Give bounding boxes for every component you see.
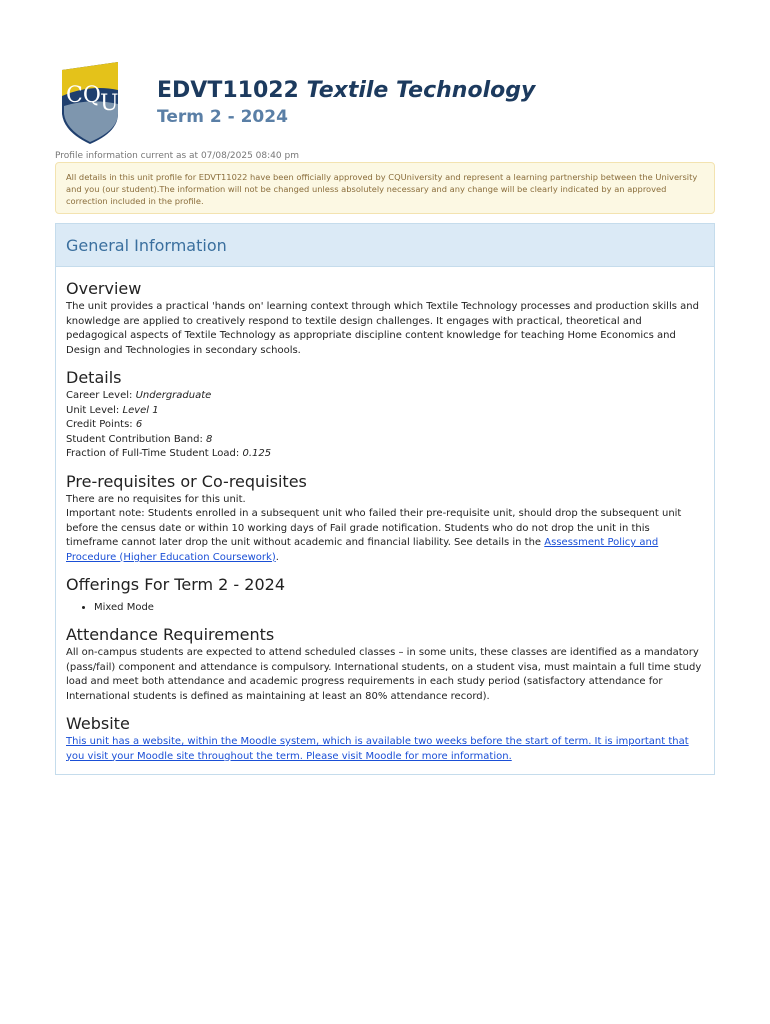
- detail-unit-level: Unit Level: Level 1: [66, 404, 159, 416]
- svg-text:CQ: CQ: [66, 83, 101, 108]
- offerings-list: [94, 601, 704, 615]
- details-heading: Details: [66, 368, 122, 387]
- prerequisites-section: [66, 472, 704, 566]
- overview-text: The unit provides a practical 'hands on' learning context through which Textile Technology processes and production skills and knowledge are applied to creatively respond to textile design challenges. It engages with practical, theoretical and pedagogical aspects of Textile Technology as appropriate discipline content knowledge for teaching Home Economics and Design and Technologies in secondary schools.: [66, 301, 699, 356]
- attendance-heading: Attendance Requirements: [66, 625, 275, 644]
- unit-title: [157, 78, 535, 103]
- offerings-section: [66, 575, 704, 615]
- panel-heading: General Information: [56, 224, 714, 267]
- prerequisites-note: Important note: Students enrolled in a subsequent unit who failed their pre-requisite unit, should drop the subsequent unit before the census date or within 10 working days of Fail grade notification. Students who do not drop the unit in this timeframe cannot later drop the unit without academic and financial liability. See details in the Assessment Policy and Procedure (Higher Education Coursework).: [66, 508, 682, 563]
- prerequisites-heading: Pre-requisites or Co-requisites: [66, 471, 307, 491]
- page-header: [55, 62, 715, 146]
- general-information-panel: [55, 223, 715, 775]
- assessment-policy-link[interactable]: Assessment Policy and Procedure (Higher Education Coursework): [66, 537, 659, 563]
- overview-section: [66, 279, 704, 358]
- unit-code: EDVT11022: [157, 78, 299, 103]
- detail-credit-points: Credit Points: 6: [66, 419, 143, 430]
- website-heading: Website: [66, 714, 130, 733]
- offerings-heading: Offerings For Term 2 - 2024: [66, 575, 285, 594]
- details-section: [66, 368, 704, 462]
- prerequisites-none: There are no requisites for this unit.: [66, 493, 246, 505]
- profile-current-timestamp: Profile information current as at 07/08/2025 08:40 pm: [55, 151, 299, 161]
- moodle-website-link[interactable]: This unit has a website, within the Moodle system, which is available two weeks before the start of term. It is important that you visit your Moodle site throughout the term. Please visit Moodle for more information.: [66, 736, 689, 762]
- unit-name: Textile Technology: [306, 78, 536, 103]
- cqu-logo: [60, 62, 122, 144]
- svg-text:U: U: [100, 91, 119, 116]
- approval-notice: All details in this unit profile for EDVT11022 have been officially approved by CQUniversity and represent a learning partnership between the University and you (our student).The information will not be changed unless absolutely necessary and any change will be clearly indicated by an approved correction included in the profile.: [55, 162, 715, 214]
- website-section: [66, 714, 704, 764]
- detail-contribution-band: Student Contribution Band: 8: [66, 433, 213, 445]
- detail-career-level: Career Level: Undergraduate: [66, 390, 212, 401]
- attendance-text: All on-campus students are expected to attend scheduled classes – in some units, these classes are identified as a mandatory (pass/fail) component and attendance is compulsory. International students, on a student visa, must maintain a full time study load and meet both attendance and academic progress requirements in each study period (satisfactory attendance for International students is defined as maintaining at least an 80% attendance record).: [66, 647, 702, 702]
- overview-heading: Overview: [66, 279, 142, 298]
- attendance-section: [66, 625, 704, 704]
- term-title: Term 2 - 2024: [157, 107, 288, 127]
- detail-student-load: Fraction of Full-Time Student Load: 0.125: [66, 448, 272, 459]
- list-item: • Mixed Mode: [94, 601, 704, 615]
